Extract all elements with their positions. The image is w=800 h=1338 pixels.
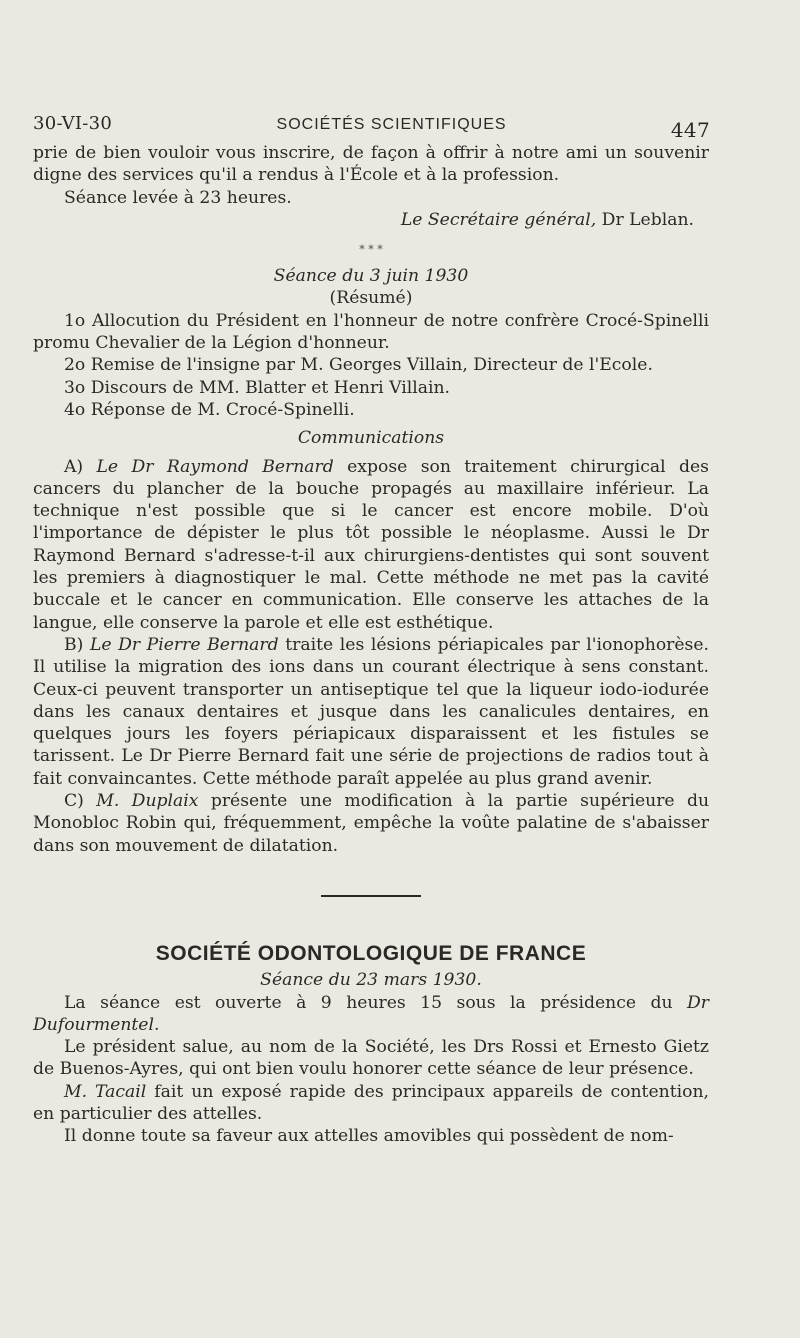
communication-author: Le Dr Pierre Bernard (89, 634, 279, 655)
society-seance (33, 969, 709, 991)
society-paragraph-4: Il donne toute sa faveur aux attelles amovibles qui possèdent de nom- (64, 1126, 674, 1147)
running-header (33, 110, 710, 142)
agenda-item: 2o Remise de l'insigne par M. Georges Villain, Directeur de l'Ecole. (64, 355, 653, 376)
continued-paragraph: prie de bien vouloir vous inscrire, de façon à offrir à notre ami un souvenir digne des services qu'il a rendus à l'École et à la profession. (33, 143, 709, 186)
closing-line: Séance levée à 23 heures. (64, 187, 292, 208)
paragraph-text: fait un exposé rapide des principaux appareils de contention, en particulier des attelles. (33, 1081, 709, 1124)
communication-letter: A) (64, 456, 84, 477)
society-paragraph-3 (33, 1081, 709, 1126)
society-seance-text: Séance du 23 mars 1930. (260, 970, 482, 991)
society-paragraph-1 (33, 992, 709, 1037)
header-title: SOCIÉTÉS SCIENTIFIQUES (276, 116, 507, 133)
communication-b (33, 634, 709, 790)
agenda-item: 3o Discours de MM. Blatter et Henri Villain. (64, 377, 451, 398)
section-separator-stars: * * * (359, 243, 383, 257)
paragraph-text: La séance est ouverte à 9 heures 15 sous la présidence du (64, 992, 673, 1013)
signature-role: Le Secrétaire général, (400, 209, 597, 230)
communication-c (33, 790, 709, 857)
agenda-item: 4o Réponse de M. Crocé-Spinelli. (64, 399, 355, 420)
seance-title (33, 265, 709, 287)
header-date: 30-VI-30 (33, 113, 113, 134)
agenda-item: 1o Allocution du Président en l'honneur de notre confrère Crocé-Spinelli promu Chevalier de la Légion d'honneur. (33, 310, 709, 354)
communications-heading-text: Communications (297, 428, 445, 449)
society-title: SOCIÉTÉ ODONTOLOGIQUE DE FRANCE (155, 941, 587, 965)
communication-a (33, 456, 709, 634)
signature (33, 209, 709, 231)
communication-author: Le Dr Raymond Bernard (96, 456, 334, 477)
communication-letter: C) (64, 791, 84, 812)
page-number: 447 (670, 118, 710, 142)
president-name: Dr Dufourmentel. (33, 992, 709, 1035)
speaker-name: M. Tacail (64, 1081, 147, 1102)
society-paragraph-2: Le président salue, au nom de la Société, les Drs Rossi et Ernesto Gietz de Buenos-Ayres, qui ont bien voulu honorer cette séance de leur présence. (33, 1037, 709, 1080)
seance-subtitle: (Résumé) (329, 288, 413, 309)
communication-text: présente une modification à la partie supérieure du Monobloc Robin qui, fréquemment, empêche la voûte palatine de s'abaisser dans son mouvement de dilatation. (33, 791, 710, 856)
communication-text: expose son traitement chirurgical des cancers du plancher de la bouche propagés au maxillaire inférieur. La technique n'est possible que si le cancer est encore mobile. D'où l'importance de dépister le plus tôt possible le néoplasme. Aussi le Dr Raymond Bernard s'adresse-t-il aux chirurgiens-dentistes qui sont souvent les premiers à diagnostiquer le mal. Cette méthode ne met pas la cavité buccale et le cancer en communication. Elle conserve les attaches de la langue, elle conserve la parole et elle est esthétique. (33, 456, 709, 633)
page-body (33, 142, 709, 1148)
communications-heading (33, 427, 709, 449)
seance-title-text: Séance du 3 juin 1930 (273, 266, 469, 287)
communication-letter: B) (64, 634, 84, 655)
signature-name: Dr Leblan. (601, 209, 694, 230)
communication-text: traite les lésions périapicales par l'ionophorèse. Il utilise la migration des ions dans un courant électrique à sens constant. Ceux-ci peuvent transporter un antiseptique tel que la liqueur iodo-iodurée dans les canaux dentaires et jusque dans les canalicules dentaires, en quelques jours les foyers périapicaux disparaissent et les fistules se tarissent. Le Dr Pierre Bernard fait une série de projections de radios tout à fait convaincantes. Cette méthode paraît appelée au plus grand avenir. (33, 634, 710, 789)
section-divider (321, 895, 421, 897)
communication-author: M. Duplaix (96, 791, 199, 812)
